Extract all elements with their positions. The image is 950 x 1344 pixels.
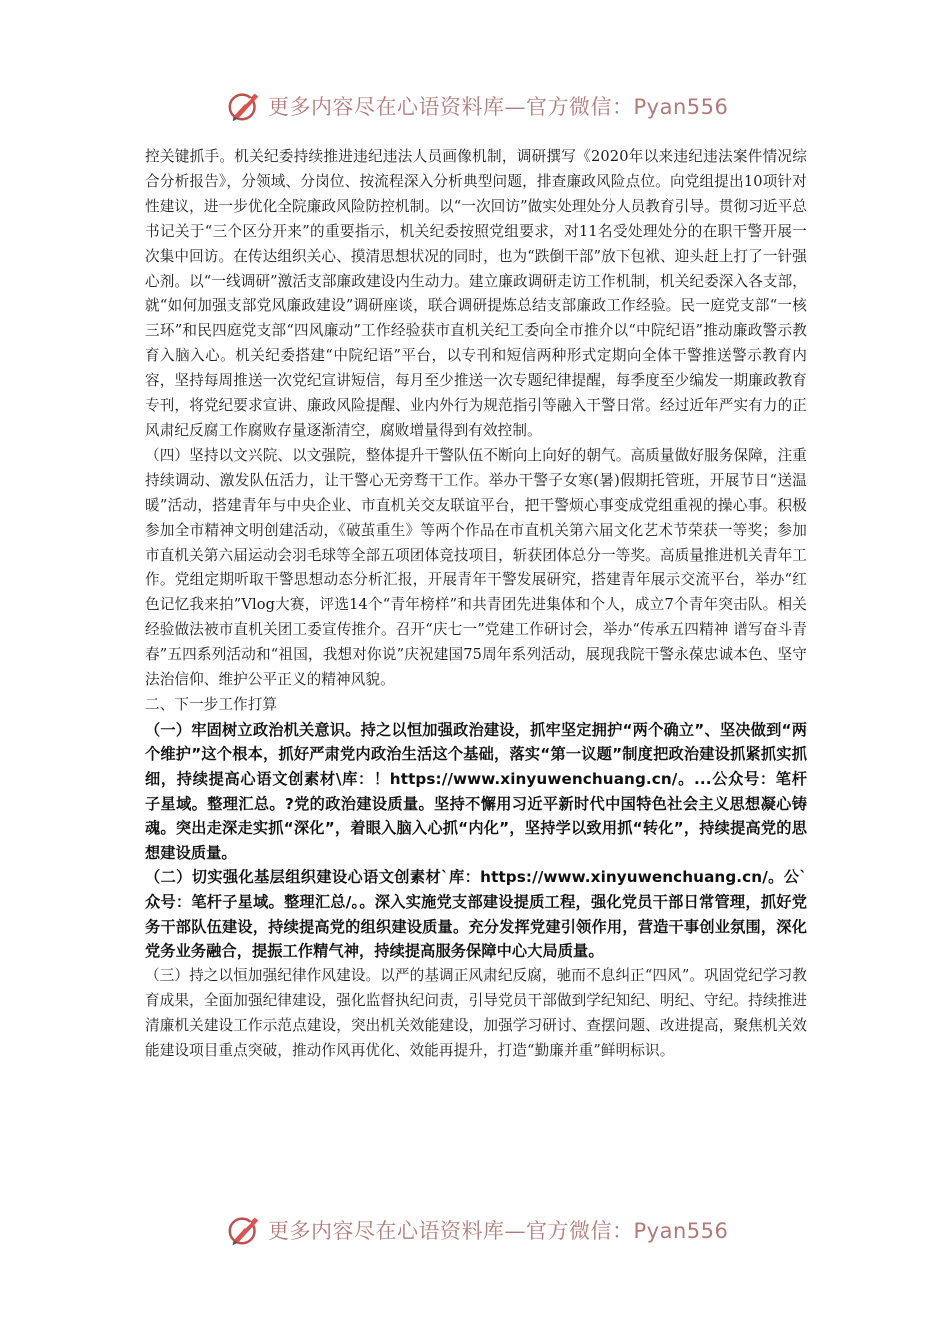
document-body [145,145,807,1063]
paragraph-culture: （四）坚持以文兴院、以文强院，整体提升干警队伍不断向上向好的朝气。高质量做好服务保障，注重持续调动、激发队伍活力，让干警心无旁骛干工作。举办干警子女寒(暑)假期托管班，开展节日“送温暖”活动，搭建青年与中央企业、市直机关交友联谊平台，把干警烦心事变成党组重视的操心事。积极参加全市精神文明创建活动，《破茧重生》等两个作品在市直机关第六届文化艺术节荣获一等奖；参加市直机关第六届运动会羽毛球等全部五项团体竞技项目，斩获团体总分一等奖。高质量推进机关青年工作。党组定期听取干警思想动态分析汇报，开展青年干警发展研究，搭建青年展示交流平台，举办“红色记忆我来拍”Vlog大赛，评选14个“青年榜样”和共青团先进集体和个人，成立7个青年突击队。相关经验做法被市直机关团工委宣传推介。召开“庆七一”党建工作研讨会，举办“传承五四精神 谱写奋斗青春”五四系列活动和“祖国，我想对你说”庆祝建国75周年系列活动，展现我院干警永葆忠诚本色、坚守法治信仰、维护公平正义的精神风貌。 [145,446,807,689]
banner-text: 更多内容尽在心语资料库—官方微信：Pyan556 [268,95,729,119]
paragraph-discipline: 控关键抓手。机关纪委持续推进违纪违法人员画像机制，调研撰写《2020年以来违纪违法案件情况综合分析报告》，分领域、分岗位、按流程深入分析典型问题，排查廉政风险点位。向党组提出10项针对性建议，进一步优化全院廉政风险防控机制。以“一次回访”做实处理处分人员教育引导。贯彻习近平总书记关于“三个区分开来”的重要指示，机关纪委按照党组要求，对11名受处理处分的在职干警开展一次集中回访。在传达组织关心、摸清思想状况的同时，也为“跌倒干部”放下包袱、迎头赶上打了一针强心剂。以“一线调研”激活支部廉政建设内生动力。建立廉政调研走访工作机制，机关纪委深入各支部，就“如何加强支部党风廉政建设”调研座谈，联合调研提炼总结支部廉政工作经验。民一庭党支部“一核三环”和民四庭党支部“四风廉动”工作经验获市直机关纪工委向全市推介以“中院纪语”推动廉政警示教育入脑入心。机关纪委搭建“中院纪语”平台，以专刊和短信两种形式定期向全体干警推送警示教育内容，坚持每周推送一次党纪宣讲短信，每月至少推送一次专题纪律提醒，每季度至少编发一期廉政教育专刊，将党纪要求宣讲、廉政风险提醒、业内外行为规范指引等融入干警日常。经过近年严实有力的正风肃纪反腐工作腐败存量逐渐清空，腐败增量得到有效控制。 [145,148,807,439]
banner-text: 更多内容尽在心语资料库—官方微信：Pyan556 [268,1219,729,1243]
section-heading-next-steps: 二、下一步工作打算 [145,695,278,713]
paragraph-discipline-style: （三）持之以恒加强纪律作风建设。以严的基调正风肃纪反腐，驰而不息纠正“四风”。巩固党纪学习教育成果，全面加强纪律建设，强化监督执纪问责，引导党员干部做到学纪知纪、明纪、守纪。持续推进清廉机关建设工作示范点建设，突出机关效能建设，加强学习研讨、查摆问题、改进提高，聚焦机关效能建设项目重点突破，推动作风再优化、效能再提升，打造“勤廉并重”鲜明标识。 [145,966,807,1059]
header-watermark-banner [226,84,728,128]
pen-logo-icon [226,87,264,125]
pen-logo-icon [226,1211,264,1249]
wechat-id: Pyan556 [633,95,729,119]
paragraph-political-building: （一）牢固树立政治机关意识。持之以恒加强政治建设，抓牢坚定拥护“两个确立”、坚决做到“两个维护”这个根本，抓好严肃党内政治生活这个基础，落实“第一议题”制度把政治建设抓紧抓实抓细，持续提高心语文创素材\库：！https://www.xinyuwenchuang.cn/。...公众号：笔杆子星域。整理汇总。?党的政治建设质量。坚持不懈用习近平新时代中国特色社会主义思想凝心铸魂。突出走深走实抓“深化”，着眼入脑入心抓“内化”，坚持学以致用抓“转化”，持续提高党的思想建设质量。 [145,720,807,862]
footer-watermark-banner [226,1208,728,1252]
paragraph-grassroots-organization: （二）切实强化基层组织建设心语文创素材`库：https://www.xinyuwenchuang.cn/。公`众号：笔杆子星域。整理汇总/。。深入实施党支部建设提质工程，强化党员干部日常管理，抓好党务干部队伍建设，持续提高党的组织建设质量。充分发挥党建引领作用，营造干事创业氛围，深化党务业务融合，提振工作精气神，持续提高服务保障中心大局质量。 [145,868,807,961]
wechat-id: Pyan556 [633,1219,729,1243]
